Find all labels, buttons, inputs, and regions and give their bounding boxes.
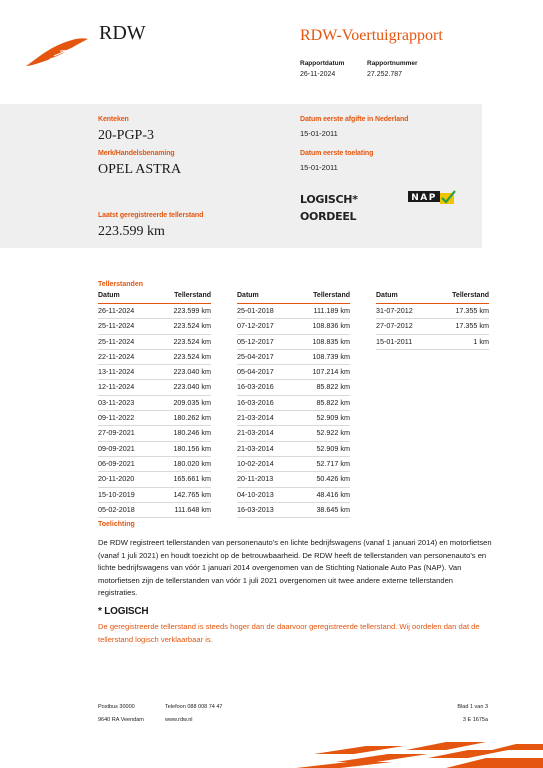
verdict-line1: LOGISCH* bbox=[300, 193, 358, 206]
odometer-row bbox=[98, 396, 211, 411]
odometer-header bbox=[237, 292, 350, 304]
column-header-reading: Tellerstand bbox=[174, 292, 211, 299]
odometer-reading: 52.909 km bbox=[316, 413, 350, 423]
odometer-reading: 180.156 km bbox=[173, 443, 211, 453]
odometer-reading: 223.524 km bbox=[173, 336, 211, 346]
odometer-reading: 165.661 km bbox=[173, 474, 211, 484]
odometer-date: 09-09-2021 bbox=[98, 443, 135, 453]
odometer-reading: 108.739 km bbox=[312, 351, 350, 361]
first-nl-label: Datum eerste afgifte in Nederland bbox=[300, 116, 409, 123]
footer-address-2: 9640 RA Veendam bbox=[98, 717, 144, 723]
first-nl-value: 15-01-2011 bbox=[300, 129, 338, 138]
odometer-reading: 223.040 km bbox=[173, 367, 211, 377]
footer-page: Blad 1 van 3 bbox=[457, 704, 488, 710]
footer-code: 3 E 1675a bbox=[462, 717, 488, 723]
odometer-reading: 17.355 km bbox=[455, 306, 489, 315]
odometer-date: 05-04-2017 bbox=[237, 367, 274, 377]
last-odometer-value: 223.599 km bbox=[98, 224, 165, 239]
odometer-reading: 180.262 km bbox=[173, 413, 211, 423]
odometer-row bbox=[98, 503, 211, 518]
odometer-row bbox=[98, 365, 211, 380]
odometer-row bbox=[98, 442, 211, 457]
odometer-date: 25-01-2018 bbox=[237, 306, 274, 315]
odometer-row bbox=[237, 426, 350, 441]
report-date-label: Rapportdatum bbox=[300, 60, 345, 67]
odometer-reading: 142.765 km bbox=[173, 489, 211, 499]
odometer-row bbox=[376, 335, 489, 350]
odometer-date: 20-11-2013 bbox=[237, 474, 274, 484]
odometer-reading: 111.648 km bbox=[174, 504, 211, 514]
odometer-date: 15-01-2011 bbox=[376, 336, 413, 346]
odometer-date: 25-11-2024 bbox=[98, 336, 135, 346]
explanation-title: Toelichting bbox=[98, 521, 135, 528]
report-title: RDW-Voertuigrapport bbox=[300, 27, 443, 44]
odometer-row bbox=[376, 304, 489, 319]
vehicle-panel bbox=[0, 104, 482, 248]
rdw-logo-icon bbox=[24, 36, 90, 68]
odometer-row bbox=[237, 304, 350, 319]
odometer-reading: 52.922 km bbox=[316, 428, 350, 438]
odometer-reading: 52.909 km bbox=[316, 443, 350, 453]
odometer-row bbox=[237, 442, 350, 457]
odometer-date: 05-02-2018 bbox=[98, 504, 135, 514]
first-admission-label: Datum eerste toelating bbox=[300, 150, 374, 157]
odometer-reading: 50.426 km bbox=[316, 474, 350, 484]
decorative-stripes-icon bbox=[296, 740, 543, 768]
odometer-row bbox=[98, 335, 211, 350]
make-value: OPEL ASTRA bbox=[98, 162, 182, 177]
odometer-row bbox=[98, 488, 211, 503]
odometer-reading: 223.524 km bbox=[173, 351, 211, 361]
odometer-reading: 223.040 km bbox=[173, 382, 211, 392]
column-header-reading: Tellerstand bbox=[313, 292, 350, 299]
verdict-line2: OORDEEL bbox=[300, 210, 357, 223]
odometer-header bbox=[98, 292, 211, 304]
odometer-date: 07-12-2017 bbox=[237, 321, 274, 331]
odometer-row bbox=[237, 503, 350, 518]
odometer-column-2 bbox=[237, 292, 350, 518]
odometer-reading: 209.035 km bbox=[173, 397, 211, 407]
odometer-row bbox=[237, 411, 350, 426]
odometer-reading: 17.355 km bbox=[455, 321, 489, 331]
odometer-row bbox=[98, 350, 211, 365]
odometer-reading: 111.189 km bbox=[313, 306, 350, 315]
odometer-reading: 38.645 km bbox=[316, 504, 350, 514]
odometer-date: 10-02-2014 bbox=[237, 458, 274, 468]
odometer-date: 06-09-2021 bbox=[98, 458, 135, 468]
odometer-date: 21-03-2014 bbox=[237, 443, 274, 453]
odometer-date: 13-11-2024 bbox=[98, 367, 135, 377]
odometer-row bbox=[237, 488, 350, 503]
make-label: Merk/Handelsbenaming bbox=[98, 150, 175, 157]
odometer-reading: 85.822 km bbox=[316, 382, 350, 392]
footer-web: www.rdw.nl bbox=[165, 717, 193, 723]
odometer-row bbox=[98, 457, 211, 472]
odometer-reading: 180.020 km bbox=[173, 458, 211, 468]
odometer-section-title: Tellerstanden bbox=[98, 281, 143, 288]
odometer-date: 12-11-2024 bbox=[98, 382, 135, 392]
column-header-date: Datum bbox=[376, 292, 398, 299]
odometer-date: 26-11-2024 bbox=[98, 306, 135, 315]
odometer-date: 15-10-2019 bbox=[98, 489, 135, 499]
odometer-date: 09-11-2022 bbox=[98, 413, 135, 423]
plate-value: 20-PGP-3 bbox=[98, 128, 155, 143]
odometer-row bbox=[237, 457, 350, 472]
odometer-row bbox=[237, 365, 350, 380]
odometer-row bbox=[98, 426, 211, 441]
nap-letters: NAP bbox=[411, 193, 437, 203]
odometer-reading: 223.524 km bbox=[173, 321, 211, 331]
odometer-reading: 223.599 km bbox=[173, 306, 211, 315]
odometer-header bbox=[376, 292, 489, 304]
report-number: 27.252.787 bbox=[367, 71, 403, 78]
plate-label: Kenteken bbox=[98, 116, 129, 123]
footer-phone: Telefoon 088 008 74 47 bbox=[165, 704, 223, 710]
column-header-date: Datum bbox=[98, 292, 120, 299]
odometer-date: 03-11-2023 bbox=[98, 397, 135, 407]
logisch-text: De geregistreerde tellerstand is steeds hoger dan de daarvoor geregistreerde tellerstand. Wij oordelen dan dat de tellerstand logisch verklaarbaar is. bbox=[98, 622, 480, 644]
odometer-column-3 bbox=[376, 292, 489, 350]
odometer-date: 05-12-2017 bbox=[237, 336, 274, 346]
odometer-reading: 108.836 km bbox=[312, 321, 350, 331]
odometer-row bbox=[237, 396, 350, 411]
verdict bbox=[300, 191, 358, 225]
odometer-row bbox=[98, 411, 211, 426]
report-number-label: Rapportnummer bbox=[367, 60, 418, 67]
odometer-reading: 108.835 km bbox=[312, 336, 350, 346]
explanation-text: De RDW registreert tellerstanden van personenauto's en lichte bedrijfswagens (vanaf 1 januari 2014) en motorfietsen (vanaf 1 juli 2021) en houdt toezicht op de betrouwbaarheid. De RDW heeft de tellerstanden van personenauto's en lichte bedrijfswagens van vóór 1 januari 2014 overgenomen van de Stichting Nationale Auto Pas (NAP). Van motorfietsen zijn de tellerstanden van vóór 1 juli 2021 overgenomen uit twee andere externe tellerstanden registraties. bbox=[98, 538, 492, 597]
odometer-date: 21-03-2014 bbox=[237, 413, 274, 423]
brand-name: RDW bbox=[99, 22, 146, 44]
footer-address-1: Postbus 30000 bbox=[98, 704, 135, 710]
first-admission-value: 15-01-2011 bbox=[300, 163, 338, 172]
odometer-date: 25-11-2024 bbox=[98, 321, 135, 331]
odometer-reading: 107.214 km bbox=[312, 367, 350, 377]
odometer-row bbox=[237, 350, 350, 365]
odometer-reading: 180.246 km bbox=[173, 428, 211, 438]
odometer-row bbox=[237, 380, 350, 395]
odometer-row bbox=[98, 380, 211, 395]
odometer-reading: 1 km bbox=[473, 336, 489, 346]
last-odometer-label: Laatst geregistreerde tellerstand bbox=[98, 212, 204, 219]
odometer-row bbox=[98, 319, 211, 334]
odometer-date: 31-07-2012 bbox=[376, 306, 413, 315]
odometer-date: 25-04-2017 bbox=[237, 351, 274, 361]
column-header-date: Datum bbox=[237, 292, 259, 299]
odometer-date: 16-03-2013 bbox=[237, 504, 274, 514]
odometer-date: 04-10-2013 bbox=[237, 489, 274, 499]
odometer-row bbox=[376, 319, 489, 334]
odometer-date: 27-07-2012 bbox=[376, 321, 413, 331]
odometer-row bbox=[98, 304, 211, 319]
odometer-date: 16-03-2016 bbox=[237, 397, 274, 407]
odometer-column-1 bbox=[98, 292, 211, 518]
nap-check-logo-icon bbox=[408, 190, 456, 206]
odometer-reading: 85.822 km bbox=[316, 397, 350, 407]
odometer-row bbox=[237, 319, 350, 334]
odometer-date: 16-03-2016 bbox=[237, 382, 274, 392]
column-header-reading: Tellerstand bbox=[452, 292, 489, 299]
odometer-row bbox=[237, 472, 350, 487]
logisch-title: * LOGISCH bbox=[98, 606, 149, 617]
odometer-date: 20-11-2020 bbox=[98, 474, 135, 484]
odometer-date: 27-09-2021 bbox=[98, 428, 135, 438]
odometer-row bbox=[98, 472, 211, 487]
odometer-reading: 52.717 km bbox=[316, 458, 350, 468]
odometer-reading: 48.416 km bbox=[316, 489, 350, 499]
odometer-date: 21-03-2014 bbox=[237, 428, 274, 438]
report-date: 26-11-2024 bbox=[300, 71, 336, 78]
odometer-row bbox=[237, 335, 350, 350]
odometer-date: 22-11-2024 bbox=[98, 351, 135, 361]
